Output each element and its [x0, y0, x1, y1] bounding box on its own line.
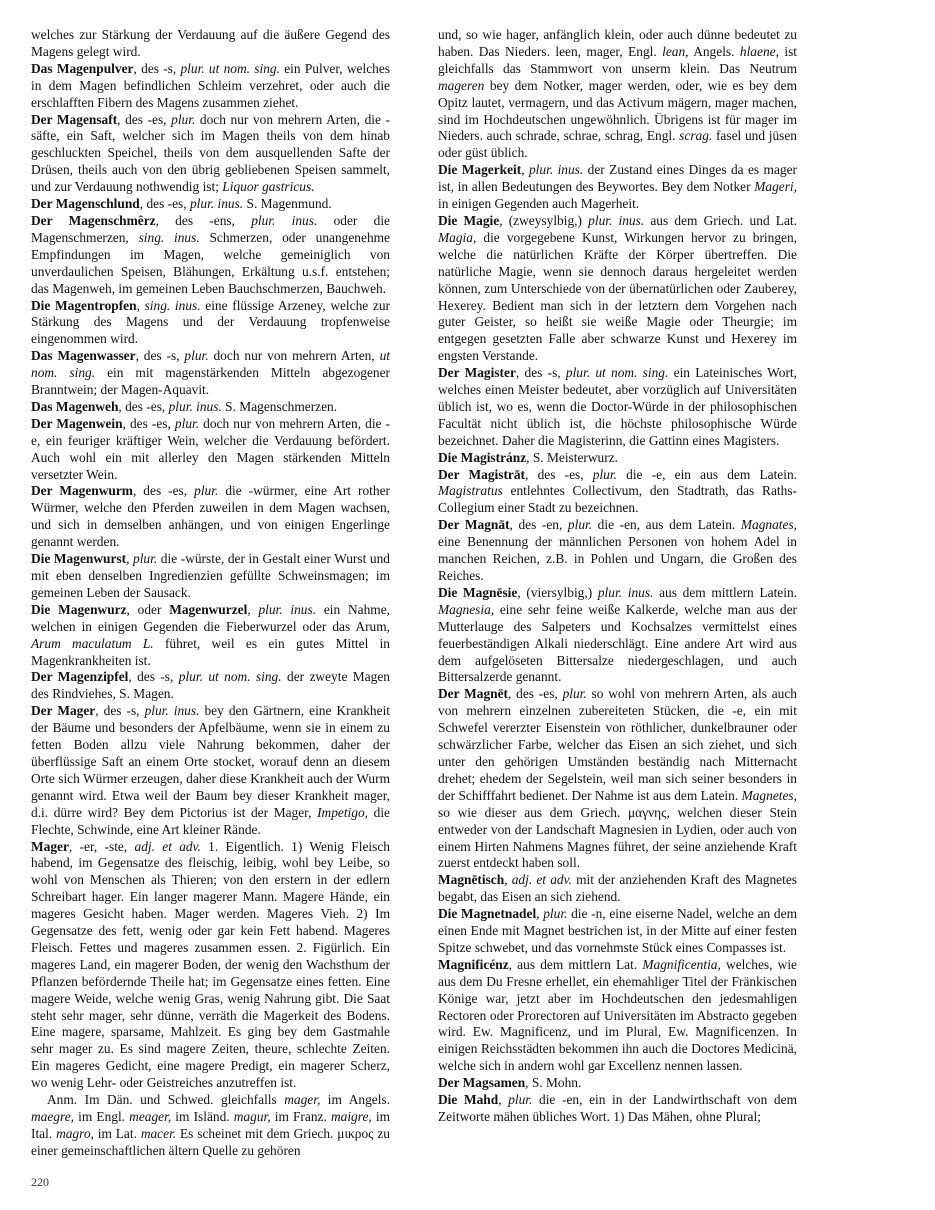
grammar-note: ut nom. sing. — [31, 348, 390, 381]
entry-text: die -e, ein aus dem Latein. — [616, 466, 798, 482]
entry-text: ist gleichfalls das Stammwort von unserm klein. Das Neutrum — [438, 43, 797, 76]
entry-headword: Die Magentropfen — [31, 297, 137, 313]
entry-text: , des -s, — [515, 365, 566, 381]
grammar-note: sing. inus. — [138, 229, 200, 245]
grammar-note: plur. ut nom. sing. — [180, 60, 280, 76]
grammar-note: plur. inus. — [597, 584, 654, 600]
entry-text: , — [536, 906, 544, 922]
entry-text: Schmerzen, oder unangenehme Empfindungen im Magen, welche gemeiniglich von unverdaulichen Speisen, Blähungen, Erkältung u.s.f. entstehen; das Magenweh, im gemeinen Leben Bauchschmerzen, Bauchweh. — [31, 229, 390, 296]
entry-headword: Der Magnēt — [438, 686, 508, 702]
grammar-note: plur. inus. — [144, 703, 200, 719]
dictionary-entry — [438, 213, 797, 365]
dictionary-entry — [31, 196, 390, 213]
entry-text: doch nur von mehrern Arten, — [208, 348, 380, 364]
entry-text: , S. Meisterwurz. — [526, 449, 618, 465]
grammar-note: plur. — [174, 415, 200, 431]
entry-headword: Der Magnāt — [438, 517, 510, 533]
entry-text: die -würste, der in Gestalt einer Wurst und mit eben denselben Ingredienzien gefüllte Schweinsmagen; im gemeinen Leben der Sausack. — [31, 551, 390, 600]
entry-headword: Die Magistránz — [438, 449, 527, 465]
entry-text: ein Pulver, welches in dem Magen befindlichen Schleim verzehret, oder auch die erschlafften Fibern des Magens zusammen ziehet. — [31, 60, 390, 110]
entry-headword: Das Magenpulver — [31, 60, 134, 76]
entry-headword: Das Magenwasser — [31, 348, 136, 364]
latin-term: Mageri, — [754, 179, 797, 195]
entry-text: eine Benennung der männlichen Personen von hohem Adel in manchen Reichen, z.B. in Pohlen und Ungarn, die Großen des Reiches. — [438, 534, 797, 583]
grammar-note: plur. — [562, 686, 587, 702]
entry-text: die -en, aus dem Latein. — [592, 517, 741, 533]
entry-text: , S. Mohn. — [525, 1075, 582, 1091]
entry-text: 1. Eigentlich. 1) Wenig Fleisch habend, im Gegensatze des fleischig, leibig, wohl bey Leibe, so wohl von Menschen als Thieren; von den erstern in der edlern Schreibart hager. Ein langer magerer Mann. Magere Hände, ein mageres Gesicht haben. Mager werden. Mageres Vieh. 2) Im Gegensatze des fett, wenig oder gar kein Fett habend. Mageres Fleisch. Fettes und mageres zusammen essen. 2. Figürlich. Ein mageres Land, ein magerer Boden, der wenig den Wachsthum der Pflanzen befördernde Theile hat; im Gegensatze eines fetten. Eine magere Weide, welche wenig Gras, wenig Nahrung gibt. Die Saat steht sehr mager, sehr dünne, verräth die Magerkeit des Bodens. Eine magere, sparsame, Mahlzeit. Es ging bey dem Gastmahle sehr mager zu. Es sind magere Zeiten, theure, schlechte Zeiten. Ein mageres Gedicht, eine magere Predigt, ein magerer Scherz, wo wenig Lehr- oder Geistreiches anzutreffen ist. — [31, 838, 390, 1091]
grammar-note: plur. — [567, 517, 593, 533]
latin-term: Liquor gastricus. — [222, 179, 315, 195]
latin-term: mager, — [284, 1092, 321, 1108]
dictionary-entry — [31, 1092, 390, 1160]
dictionary-entry — [31, 602, 390, 670]
latin-term: Magnates, — [740, 517, 798, 533]
page-number: 220 — [31, 1175, 49, 1189]
dictionary-entry — [438, 872, 797, 906]
entry-headword: Der Mager — [31, 703, 96, 719]
entry-text: , des -s, — [128, 669, 179, 685]
entry-text: , des -en, — [509, 517, 568, 533]
entry-text: Angels. — [688, 43, 740, 59]
grammar-note: plur. inus. — [258, 601, 317, 617]
dictionary-entry — [31, 399, 390, 416]
entry-text: , des -s, — [95, 703, 145, 719]
entry-text: , des -ens, — [155, 212, 252, 228]
entry-text: , — [504, 872, 512, 888]
grammar-note: plur. inus. — [251, 212, 318, 228]
entry-text: fasel und jüsen oder güst üblich. — [438, 128, 797, 161]
entry-text: entlehntes Collectivum, den Stadtrath, das Raths-Collegium einer Stadt zu bezeichnen. — [438, 483, 797, 516]
entry-text: welches, wie aus dem Du Fresne erhellet, ein ehemahliger Titel der Fränkischen Könige war, jetzt aber im Hochdeutschen den jedesmahligen Rectoren oder Prorectoren auf Universitäten im Abstracto gegeben wird. Ew. Magnificenz, und im Plural, Ew. Magnificenzen. In einigen Reichsstädten bekommen ihn auch die Doctores Medicinä, welche sich in andern wohl gar Excellenz nennen lassen. — [438, 956, 797, 1074]
entry-text: , — [498, 1092, 509, 1108]
entry-headword: Magenwurzel — [169, 601, 248, 617]
dictionary-entry — [438, 1092, 797, 1126]
entry-text: eine sehr feine weiße Kalkerde, welche man aus der Mutterlauge des Salpeters und Kochsalzes vermittelst eines feuerbeständigen Alkali niederschlägt. Eine andere Art wird aus dem aufgelöseten Bittersalze niedergeschlagen, und auch Bittersalzerde genannt. — [438, 601, 797, 685]
dictionary-entry — [438, 686, 797, 872]
entry-text: die -en, ein in der Landwirthschaft von dem Zeitworte mähen übliches Wort. 1) Das Mähen, ohne Plural; — [438, 1092, 797, 1124]
dictionary-entry — [438, 906, 797, 957]
entry-text: welches zur Stärkung der Verdauung auf die äußere Gegend des Magens gelegt wird. — [31, 27, 390, 59]
grammar-note: plur. — [543, 906, 568, 922]
entry-text: führet, weil es ein gutes Mittel in Magenkrankheiten ist. — [31, 635, 391, 668]
entry-text: der zweyte Magen des Rindviehes, S. Magen. — [31, 669, 390, 702]
entry-text: im Franz. — [270, 1109, 331, 1124]
dictionary-entry — [31, 348, 390, 399]
entry-text: die -würmer, eine Art rother Würmer, welche den Pferden zuweilen in dem Magen wachsen, und sich in demselben anhängen, und von einigen Engerlinge genannt werden. — [31, 483, 390, 550]
grammar-note: plur. — [508, 1092, 533, 1108]
grammar-note: plur. — [194, 483, 219, 499]
grammar-note: plur. — [184, 348, 209, 364]
entry-text: im Ital. — [31, 1109, 391, 1141]
latin-term: maigre, — [330, 1109, 372, 1124]
entry-headword: Der Magenwein — [31, 415, 123, 431]
entry-headword: Die Magnēsie — [438, 584, 518, 600]
entry-text: mit der anziehenden Kraft des Magnetes begabt, das Eisen an sich ziehend. — [438, 872, 797, 905]
grammar-note: plur. — [592, 466, 617, 482]
dictionary-entry — [31, 669, 390, 703]
entry-text: die Flechte, Schwinde, eine Art kleiner Rände. — [31, 804, 390, 837]
dictionary-entry — [438, 585, 797, 686]
entry-headword: Der Magenschlund — [31, 196, 140, 212]
dictionary-entry — [31, 483, 390, 551]
entry-text: , aus dem mittlern Lat. — [508, 956, 643, 972]
entry-text: eine flüssige Arzeney, welche zur Stärkung des Magens und der Verdauung tropfenweise eingenommen wird. — [31, 297, 390, 347]
entry-text: doch nur von mehrern Arten, die -e, ein feuriger kräftiger Wein, welcher die Verdauung befördert. Auch wohl ein mit allerley den Magen stärkenden Mitteln versetzter Wein. — [31, 415, 390, 482]
latin-term: macer. — [140, 1125, 177, 1141]
latin-term: Magnesia, — [438, 601, 495, 617]
dictionary-entry — [438, 1075, 797, 1092]
latin-term: Magia, — [438, 229, 477, 245]
entry-headword: Magnētisch — [438, 872, 505, 888]
latin-term: hlaene, — [739, 43, 779, 59]
entry-text: aus dem Griech. und Lat. — [644, 212, 798, 228]
grammar-note: adj. et adv. — [511, 872, 572, 888]
latin-term: Arum maculatum L. — [31, 635, 154, 651]
entry-text: Es scheinet mit dem Griech. μικρος zu einer gemeinschaftlichen ältern Quelle zu gehören — [31, 1125, 390, 1158]
latin-term: lean, — [662, 43, 689, 59]
entry-text: ein Nahme, welchen in einigen Gegenden die Fieberwurzel oder das Arum, — [31, 601, 390, 634]
grammar-note: plur. ut nom. sing. — [178, 669, 282, 685]
entry-text: S. Magenmund. — [243, 196, 332, 212]
grammar-note: plur. — [133, 551, 158, 567]
entry-headword: Der Magsamen — [438, 1075, 526, 1091]
entry-text: der Zustand eines Dinges da es mager ist, in allen Bedeutungen des Beywortes. Bey dem Notker — [438, 162, 798, 195]
latin-term: Magnetes, — [741, 787, 797, 803]
dictionary-entry — [31, 416, 390, 484]
entry-text: im Isländ. — [171, 1109, 234, 1124]
entry-headword: Die Magenwurst — [31, 551, 127, 567]
entry-text: , — [521, 162, 529, 178]
entry-headword: Der Magistrāt — [438, 466, 526, 482]
dictionary-entry — [438, 517, 797, 585]
grammar-note: plur. inus. — [168, 398, 222, 414]
entry-headword: Die Magerkeit — [438, 162, 522, 178]
dictionary-entry — [438, 467, 797, 518]
entry-text: im Engl. — [74, 1109, 130, 1124]
entry-text: die vorgegebene Kunst, Wirkungen hervor zu bringen, welche die natürlichen Kräfte der Körper übertreffen. Die natürliche Magie, wenn sie dennoch daraus hergeleitet werden können, zum Unterschiede von der übernatürlichen oder Zauberey, Hexerey. Bedient man sich in der letztern dem Vorgehen nach guter Geister, so heißt sie weiße Magie oder Theurgie; im entgegen gesetzten Falle aber schwarze Kunst und Hexerey im engsten Verstande. — [438, 229, 797, 364]
entry-headword: Magnificénz — [438, 956, 509, 972]
entry-headword: Die Magnetnadel — [438, 906, 537, 922]
entry-text: , (viersylbig,) — [517, 584, 598, 600]
entry-text: , des -es, — [525, 466, 593, 482]
dictionary-entry — [31, 298, 390, 349]
entry-text: , des -s, — [133, 60, 181, 76]
entry-text: , des -s, — [135, 348, 185, 364]
dictionary-entry — [31, 213, 390, 298]
entry-headword: Der Magensaft — [31, 111, 118, 127]
grammar-note: plur. ut nom. sing. — [565, 365, 669, 381]
left-column — [31, 27, 390, 1160]
dictionary-entry — [31, 112, 390, 197]
entry-text: so wie dieser aus dem Griech. μαγνης, welchen dieser Stein entweder von der Landschaft Magnesien in Lydien, oder auch von einem Hirten Nahmens Magnes führet, der seine anziehende Kraft zuerst entdeckt haben soll. — [438, 804, 797, 871]
grammar-note: plur. inus. — [588, 212, 645, 228]
dictionary-entry — [438, 450, 797, 467]
latin-term: magur, — [233, 1109, 271, 1124]
entry-text: , des -es, — [132, 483, 195, 499]
entry-text: Anm. Im Dän. und Schwed. gleichfalls — [47, 1092, 285, 1108]
entry-text: , des -es, — [122, 415, 175, 431]
dictionary-entry — [438, 957, 797, 1075]
entry-headword: Der Magenzipfel — [31, 669, 129, 685]
entry-headword: Die Magie — [438, 212, 500, 228]
entry-text: , — [126, 551, 134, 567]
grammar-note: plur. — [171, 111, 196, 127]
dictionary-entry — [31, 27, 390, 61]
entry-text: die -n, eine eiserne Nadel, welche an dem einen Ende mit Magnet bestrichen ist, in der Mitte auf einer festen Spitze schwebet, und das vornehmste Stück eines Compasses ist. — [438, 906, 797, 955]
dictionary-entry — [31, 551, 390, 602]
entry-text: , des -es, — [118, 398, 169, 414]
entry-text: im Angels. — [320, 1092, 390, 1108]
latin-term: meager, — [129, 1109, 172, 1124]
latin-term: Impetigo, — [317, 804, 369, 820]
entry-headword: Das Magenweh — [31, 398, 119, 414]
entry-text: in einigen Gegenden auch Magerheit. — [438, 196, 640, 212]
entry-text: S. Magenschmerzen. — [221, 398, 338, 414]
entry-text: , — [136, 297, 145, 313]
entry-headword: Der Magenwurm — [31, 483, 133, 499]
entry-text: , (zweysylbig,) — [499, 212, 589, 228]
latin-term: mageren — [438, 77, 485, 93]
entry-text: und, so wie hager, anfänglich klein, oder auch dünne bedeutet zu haben. Das Nieders. leen, mager, Engl. — [438, 27, 797, 59]
grammar-note: sing. inus. — [144, 297, 201, 313]
entry-headword: Mager — [31, 838, 69, 854]
grammar-note: plur. inus. — [189, 196, 244, 212]
entry-text: doch nur von mehrern Arten, die -säfte, ein Saft, welcher sich im Magen theils von dem hinab geschluckten Speichel, theils von dem ausquellenden Safte der Drüsen, theils auch von den übrig gebliebenen Speisen sammelt, und zur Verdauung nothwendig ist; — [31, 111, 390, 195]
entry-text: ein Lateinisches Wort, welches einen Meister bedeutet, aber vorzüglich auf Universitäten üblich ist, wo es, wenn die Doctor-Würde in der philosophischen Facultät nicht üblich ist, die höchste philosophische Würde bezeichnet. Daher die Magisterinn, die Gattinn eines Magisters. — [438, 365, 797, 448]
entry-text: so wohl von mehrern Arten, als auch von mehrern einzelnen zubereiteten Stücken, die -e, ein mit Schwefel vererzter Eisenstein von röthlicher, dunkelbrauner oder schwärzlicher Farbe, welcher das Eisen an sich ziehet, und sich unter den gehörigen Umständen beständig nach Mitternacht drehet; ehedem der Segelstein, weil man sich seiner besonders in der Schifffahrt bedienet. Der Nahme ist aus dem Latein. — [438, 686, 797, 803]
entry-headword: Der Magenschmêrz — [31, 212, 156, 228]
entry-text: , — [247, 601, 259, 617]
entry-headword: Der Magister — [438, 365, 516, 381]
entry-text: , oder — [126, 601, 170, 617]
entry-text: , des -es, — [139, 196, 190, 212]
entry-text: , des -es, — [508, 686, 563, 702]
entry-text: , -er, -ste, — [68, 838, 135, 854]
dictionary-entry — [31, 703, 390, 838]
dictionary-entry — [438, 27, 797, 162]
latin-term: magro, — [56, 1125, 94, 1141]
entry-headword: Die Magenwurz — [31, 601, 127, 617]
latin-term: Magnificentia, — [642, 956, 721, 972]
entry-text: , des -es, — [117, 111, 172, 127]
entry-text: im Lat. — [93, 1125, 141, 1141]
latin-term: scrag. — [679, 128, 713, 144]
dictionary-entry — [438, 365, 797, 450]
entry-headword: Die Mahd — [438, 1092, 499, 1108]
latin-term: Magistratus — [438, 483, 503, 499]
grammar-note: plur. inus. — [528, 162, 584, 178]
dictionary-entry — [31, 839, 390, 1093]
grammar-note: adj. et adv. — [134, 838, 201, 854]
dictionary-entry — [438, 162, 797, 213]
entry-text: aus dem mittlern Latein. — [653, 584, 797, 600]
dictionary-entry — [31, 61, 390, 112]
entry-text: oder die Magenschmerzen, — [31, 212, 390, 245]
latin-term: maegre, — [31, 1109, 75, 1124]
entry-text: bey dem Notker, mager werden, oder, wie es bey dem Opitz lautet, vermagern, und das Activum mägern, mager machen, sind im Hochdeutschen ungewöhnlich. Übrigens ist für mager im Nieders. auch schrade, schrae, schrag, Engl. — [438, 77, 797, 144]
entry-text: ein mit magenstärkenden Mitteln abgezogener Branntwein; der Magen-Aquavit. — [31, 365, 390, 398]
entry-text: bey den Gärtnern, eine Krankheit der Bäume und besonders der Apfelbäume, wenn sie in einem zu fetten Boden allzu viele Nahrung bekommen, daher der überflüssige Saft an einem Orte stocket, worauf denn an diesem Orte sich Würmer erzeugen, daher diese Krankheit auch der Wurm genannt wird. Etwa weil der Baum bey dieser Krankheit mager, d.i. dürre wird? Bey dem Pictorius ist der Mager, — [31, 703, 391, 820]
right-column — [438, 27, 797, 1126]
